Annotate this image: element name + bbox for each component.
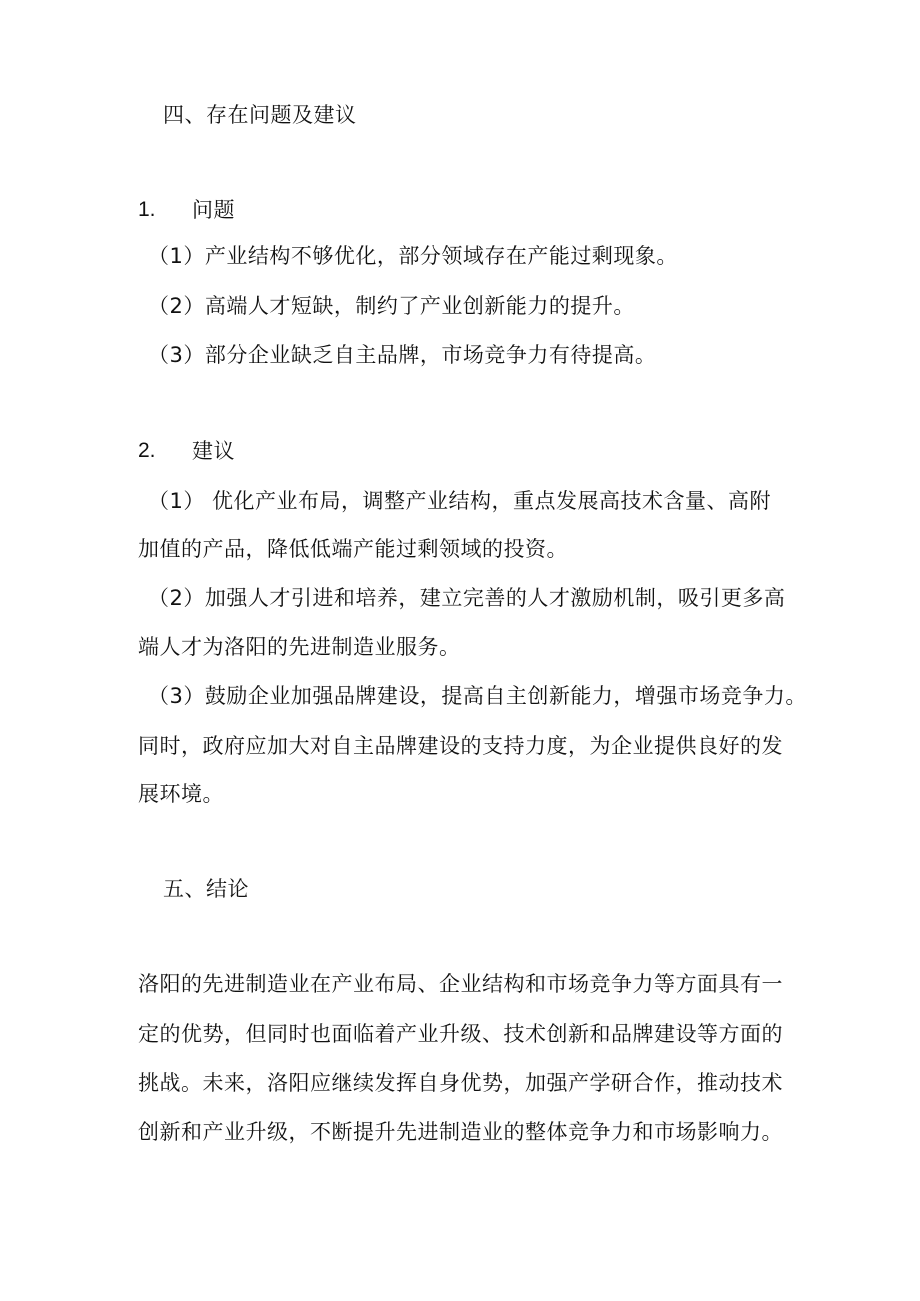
problems-title: 问题 <box>192 198 235 222</box>
problem-item-2: （2）高端人才短缺，制约了产业创新能力的提升。 <box>148 294 635 318</box>
suggestions-title: 建议 <box>192 439 235 463</box>
suggestion-2-line-2: 端人才为洛阳的先进制造业服务。 <box>138 635 461 659</box>
section-4-heading: 四、存在问题及建议 <box>163 103 357 127</box>
suggestion-2-line-1: （2）加强人才引进和培养，建立完善的人才激励机制，吸引更多高 <box>148 586 786 610</box>
section-5-heading: 五、结论 <box>163 877 249 901</box>
problems-number: 1. <box>138 198 156 221</box>
conclusion-line-3: 挑战。未来，洛阳应继续发挥自身优势，加强产学研合作，推动技术 <box>138 1071 783 1095</box>
suggestion-3-line-3: 展环境。 <box>138 782 224 806</box>
problem-item-3: （3）部分企业缺乏自主品牌，市场竞争力有待提高。 <box>148 343 657 367</box>
suggestions-number: 2. <box>138 439 156 462</box>
suggestion-1-line-1: （1） 优化产业布局，调整产业结构，重点发展高技术含量、高附 <box>148 489 772 513</box>
problem-item-1: （1）产业结构不够优化，部分领域存在产能过剩现象。 <box>148 244 678 268</box>
conclusion-line-1: 洛阳的先进制造业在产业布局、企业结构和市场竞争力等方面具有一 <box>138 972 783 996</box>
suggestion-3-line-1: （3）鼓励企业加强品牌建设，提高自主创新能力，增强市场竞争力。 <box>148 684 807 708</box>
conclusion-line-4: 创新和产业升级，不断提升先进制造业的整体竞争力和市场影响力。 <box>138 1120 783 1144</box>
suggestion-3-line-2: 同时，政府应加大对自主品牌建设的支持力度，为企业提供良好的发 <box>138 734 783 758</box>
conclusion-line-2: 定的优势，但同时也面临着产业升级、技术创新和品牌建设等方面的 <box>138 1022 783 1046</box>
suggestion-1-line-2: 加值的产品，降低低端产能过剩领域的投资。 <box>138 537 568 561</box>
